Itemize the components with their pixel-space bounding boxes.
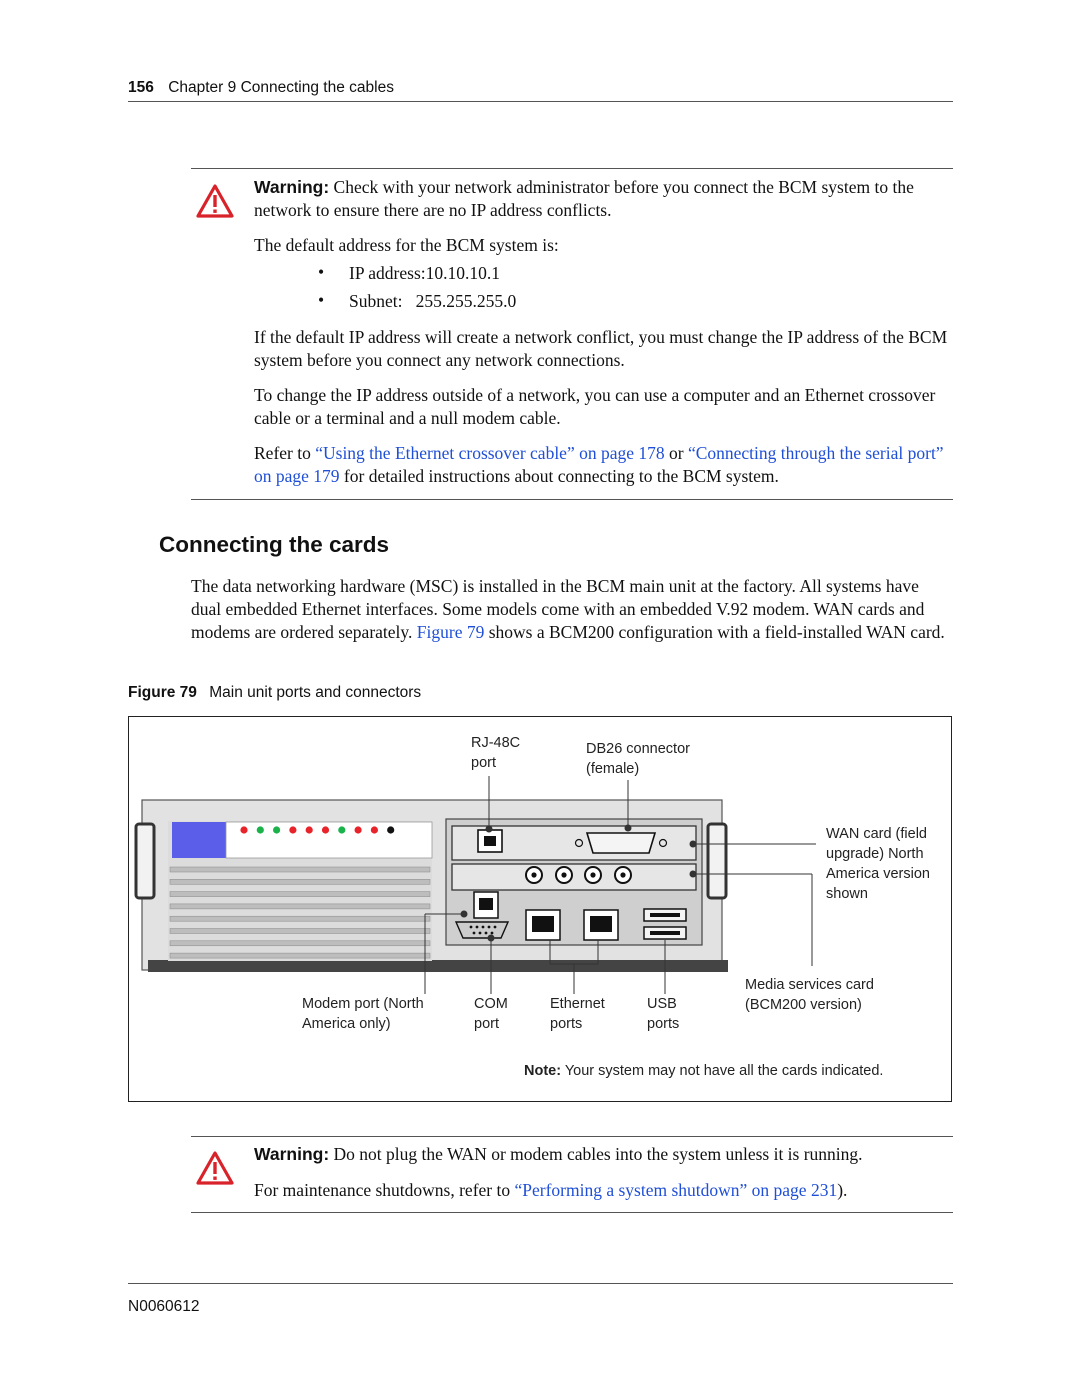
- link-ethernet-crossover[interactable]: “Using the Ethernet crossover cable” on page 178: [315, 443, 665, 463]
- page-number: 156: [128, 79, 154, 96]
- vent-slot: [170, 916, 430, 921]
- warning2-line2: [254, 1179, 954, 1202]
- bullet-dot: •: [318, 262, 325, 282]
- warning2-top-rule: [191, 1136, 953, 1137]
- section-para-post: shows a BCM200 configuration with a field-installed WAN card.: [484, 622, 945, 642]
- bullet-dot: •: [318, 290, 325, 310]
- status-led: [338, 826, 345, 833]
- warning2-bottom-rule: [191, 1212, 953, 1213]
- warning1-label: Warning:: [254, 177, 330, 197]
- status-led: [257, 826, 264, 833]
- section-para: [191, 575, 953, 644]
- bullet-subnet: Subnet: 255.255.255.0: [349, 291, 517, 311]
- section-para-pre: The data networking hardware (MSC) is installed in the BCM main unit at the factory. All systems have dual embedded Ethernet interfaces. Some models come with an embedded V.92 modem. WAN cards and modems are ordered separately.: [191, 576, 925, 642]
- section-title: Connecting the cards: [159, 532, 390, 557]
- brand-panel: [172, 822, 226, 858]
- doc-number: N0060612: [128, 1298, 200, 1315]
- label-usb-ports: USB ports: [647, 996, 680, 1032]
- link-system-shutdown[interactable]: “Performing a system shutdown” on page 231: [514, 1180, 838, 1200]
- vent-slot: [170, 953, 430, 958]
- figure-caption: [128, 684, 421, 702]
- right-handle: [708, 824, 726, 898]
- figure-note-label: Note:: [524, 1063, 562, 1079]
- vent-slot: [170, 941, 430, 946]
- refer-mid: or: [664, 443, 688, 463]
- warning2-line2-post: ).: [837, 1180, 848, 1200]
- status-led: [371, 826, 378, 833]
- label-db26: DB26 connector (female): [586, 741, 690, 777]
- warning2: [254, 1143, 954, 1166]
- figure-caption-label: Figure 79: [128, 684, 197, 701]
- vent-slot: [170, 904, 430, 909]
- warning1-bottom-rule: [191, 499, 953, 500]
- chapter-title: Chapter 9 Connecting the cables: [168, 79, 394, 96]
- para-refer: [254, 442, 954, 488]
- status-led: [289, 826, 296, 833]
- vent-slot: [170, 892, 430, 897]
- left-handle: [136, 824, 154, 898]
- para-change: To change the IP address outside of a network, you can use a computer and an Ethernet crossover cable or a terminal and a null modem cable.: [254, 385, 936, 428]
- status-led: [387, 826, 394, 833]
- para-conflict: If the default IP address will create a network conflict, you must change the IP address of the BCM system before you connect any network connections.: [254, 327, 948, 370]
- warning-triangle-icon: [195, 1150, 235, 1186]
- media-services-card: [452, 864, 696, 890]
- warning1-text: Check with your network administrator before you connect the BCM system to the network to ensure there are no IP address conflicts.: [254, 177, 914, 220]
- status-led: [306, 826, 313, 833]
- warning2-line2-pre: For maintenance shutdowns, refer to: [254, 1180, 515, 1200]
- label-com-port: COM port: [474, 996, 508, 1032]
- label-ethernet-ports: Ethernet ports: [550, 996, 605, 1032]
- default-address-intro: The default address for the BCM system is:: [254, 235, 559, 255]
- status-led: [273, 826, 280, 833]
- vent-slot: [170, 879, 430, 884]
- warning1: [254, 176, 954, 222]
- warning2-label: Warning:: [254, 1144, 330, 1164]
- label-wan-card: WAN card (field upgrade) North America version shown: [826, 826, 930, 902]
- refer-pre: Refer to: [254, 443, 316, 463]
- figure-note-text: Your system may not have all the cards indicated.: [561, 1063, 884, 1079]
- status-led: [355, 826, 362, 833]
- led-strip: [226, 822, 432, 858]
- main-unit-illustration: [128, 716, 950, 1100]
- link-serial-port[interactable]: “Connecting through the serial port” on page 179: [254, 443, 944, 486]
- db26-connector: [587, 833, 655, 853]
- bullet-ip-address: IP address:10.10.10.1: [349, 263, 501, 283]
- figure-caption-text: Main unit ports and connectors: [209, 684, 422, 701]
- label-modem-port: Modem port (North America only): [302, 996, 424, 1032]
- label-rj48c: RJ-48C port: [471, 735, 521, 771]
- warning-triangle-icon: [195, 183, 235, 219]
- chassis-shadow: [148, 960, 728, 972]
- com-port: [456, 922, 508, 938]
- refer-post: for detailed instructions about connecting to the BCM system.: [339, 466, 779, 486]
- vent-slot: [170, 867, 430, 872]
- warning1-top-rule: [191, 168, 953, 169]
- header-rule: [128, 101, 953, 102]
- running-header: [128, 79, 394, 97]
- label-media-services: Media services card (BCM200 version): [745, 977, 874, 1013]
- status-led: [240, 826, 247, 833]
- footer-rule: [128, 1283, 953, 1284]
- status-led: [322, 826, 329, 833]
- warning2-text: Do not plug the WAN or modem cables into the system unless it is running.: [329, 1144, 863, 1164]
- link-figure-79[interactable]: Figure 79: [416, 622, 485, 642]
- vent-slot: [170, 929, 430, 934]
